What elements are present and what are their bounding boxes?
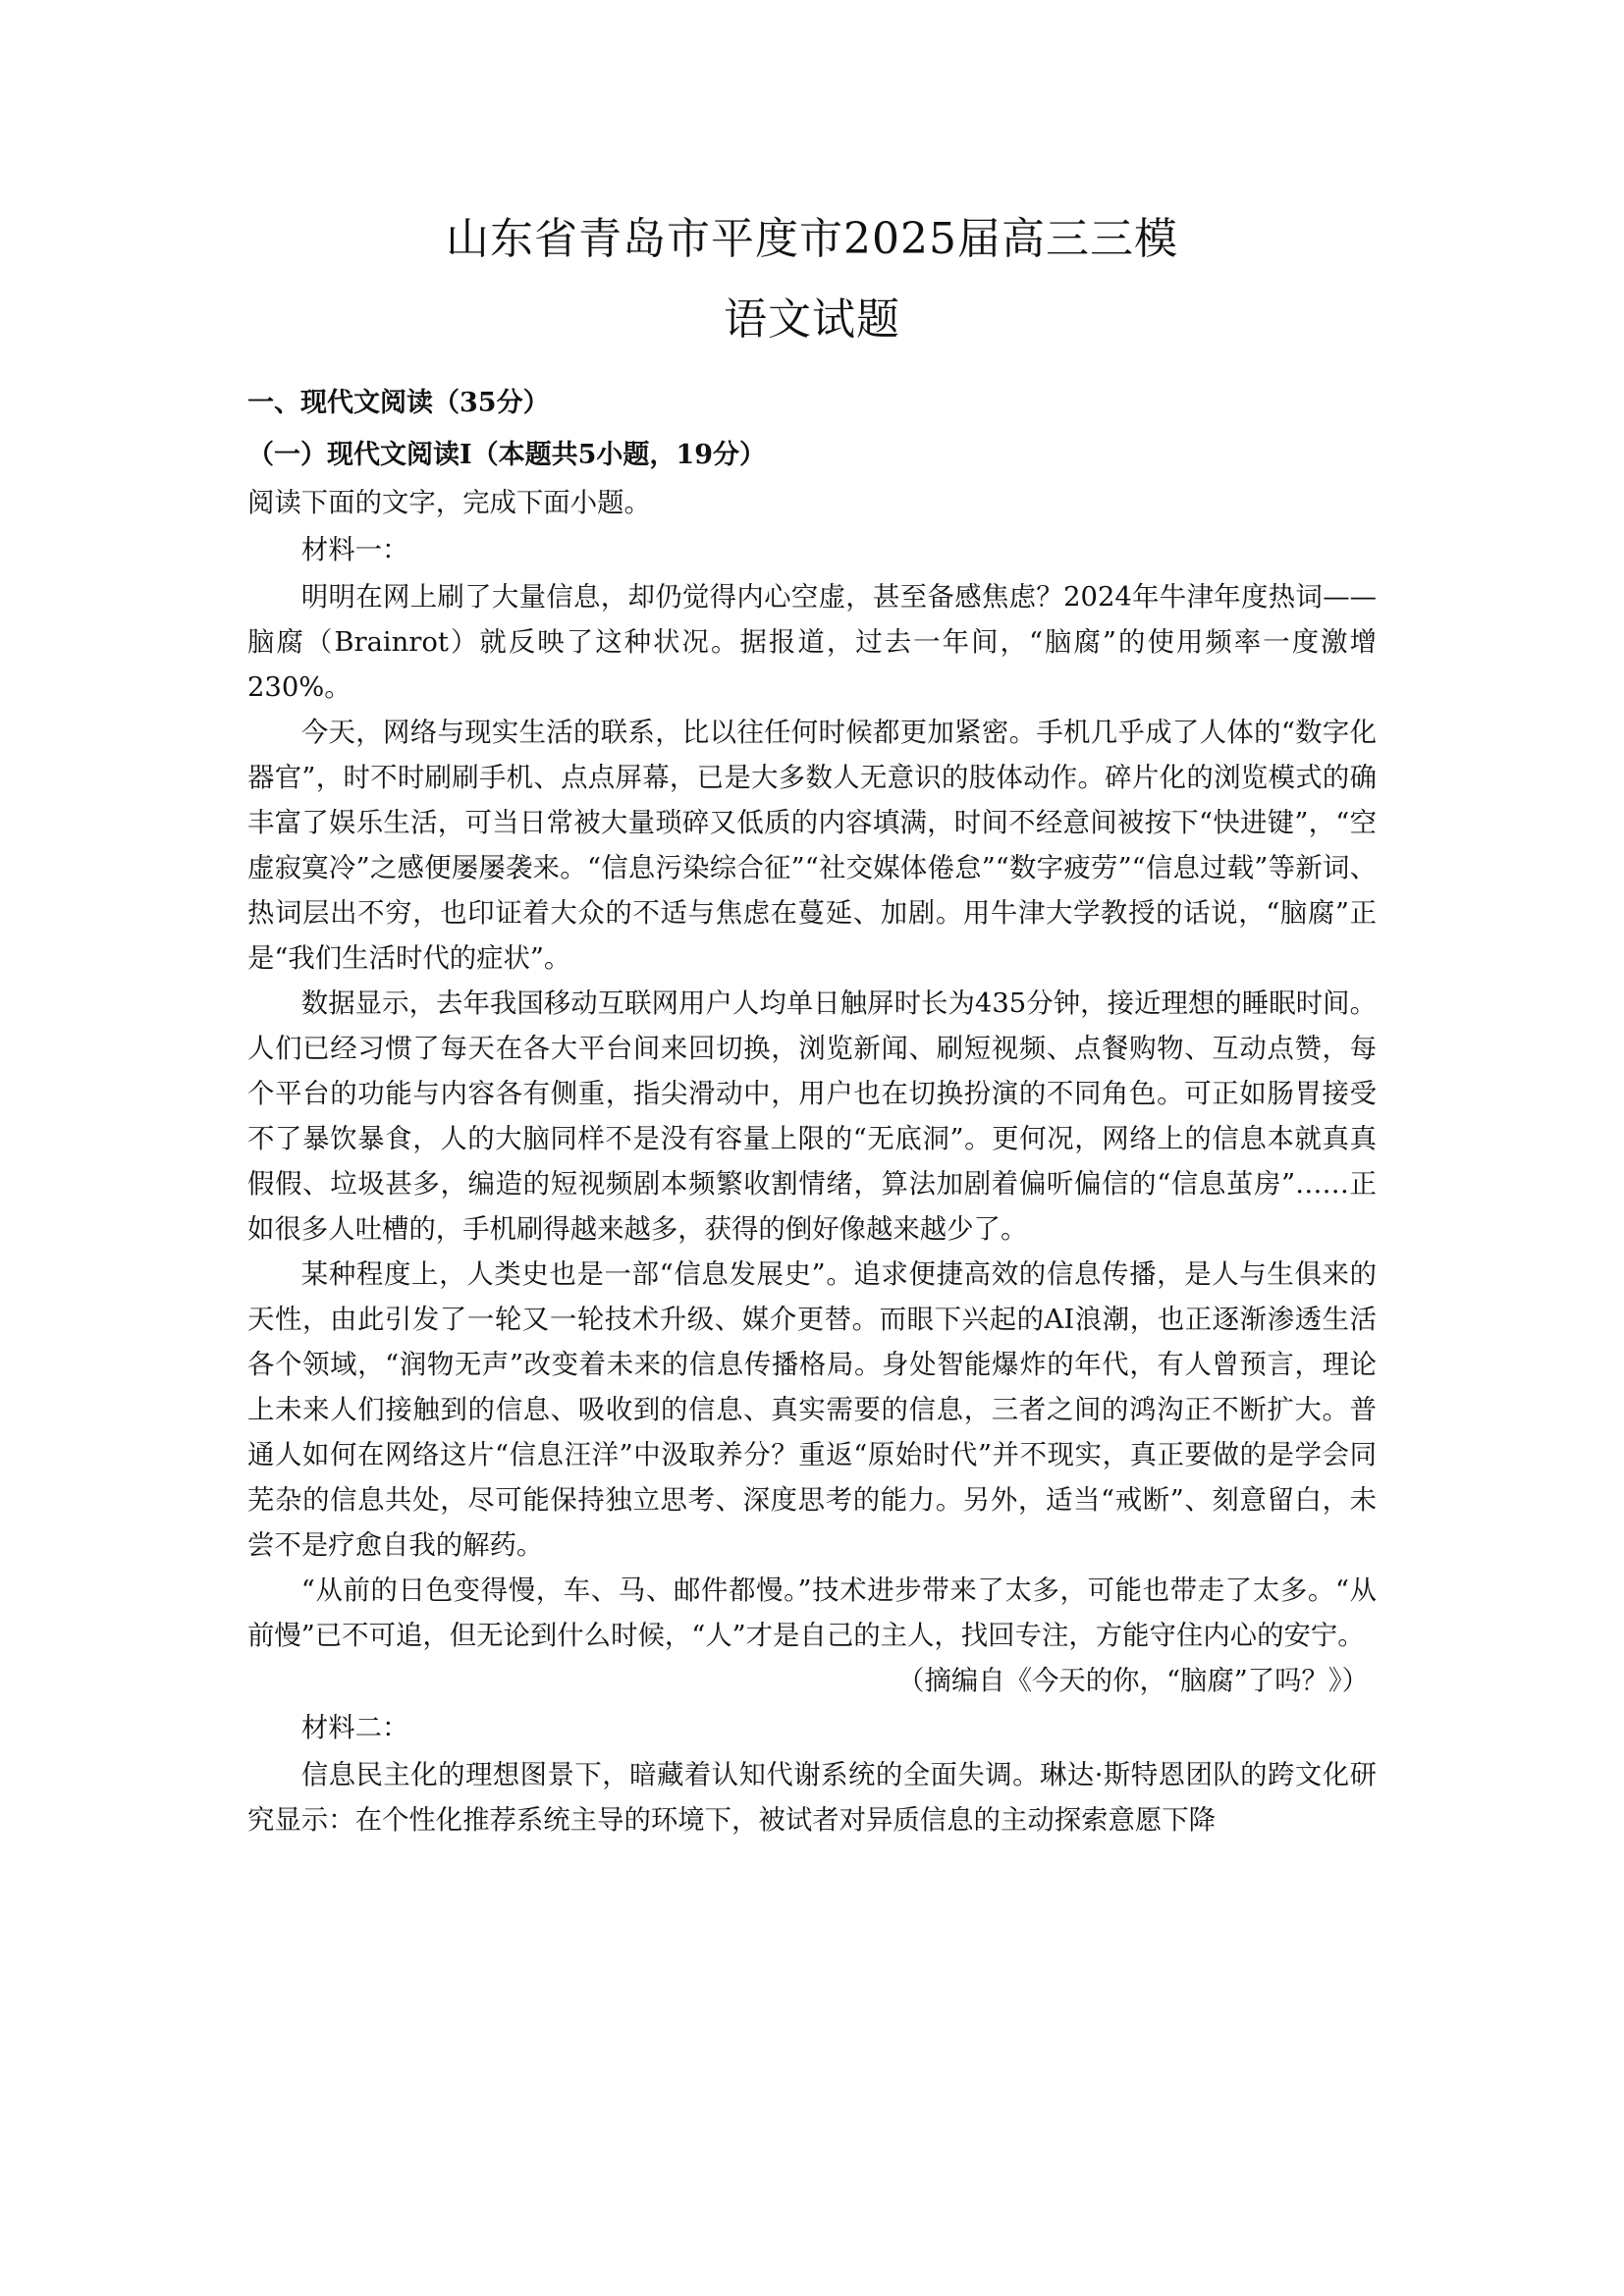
material1-paragraph: “从前的日色变得慢，车、马、邮件都慢。”技术进步带来了太多，可能也带走了太多。“从前慢”已不可追，但无论到什么时候，“人”才是自己的主人，找回专注，方能守住内心的安宁。 xyxy=(247,1575,1377,1651)
section-heading: 一、现代文阅读（35分） xyxy=(247,388,550,418)
material1-paragraph: 数据显示，去年我国移动互联网用户人均单日触屏时长为435分钟，接近理想的睡眠时间。人们已经习惯了每天在各大平台间来回切换，浏览新闻、刷短视频、点餐购物、互动点赞，每个平台的功能与内容各有侧重，指尖滑动中，用户也在切换扮演的不同角色。可正如肠胃接受不了暴饮暴食，人的大脑同样不是没有容量上限的“无底洞”。更何况，网络上的信息本就真真假假、垃圾甚多，编造的短视频剧本频繁收割情绪，算法加剧着偏听偏信的“信息茧房”……正如很多人吐槽的，手机刷得越来越多，获得的倒好像越来越少了。 xyxy=(247,988,1377,1245)
material2-label: 材料二： xyxy=(300,1713,409,1743)
material1-paragraph: 某种程度上，人类史也是一部“信息发展史”。追求便捷高效的信息传播，是人与生俱来的天性，由此引发了一轮又一轮技术升级、媒介更替。而眼下兴起的AI浪潮，也正逐渐渗透生活各个领域，“润物无声”改变着未来的信息传播格局。身处智能爆炸的年代，有人曾预言，理论上未来人们接触到的信息、吸收到的信息、真实需要的信息，三者之间的鸿沟正不断扩大。普通人如何在网络这片“信息汪洋”中汲取养分？重返“原始时代”并不现实，真正要做的是学会同芜杂的信息共处，尽可能保持独立思考、深度思考的能力。另外，适当“戒断”、刻意留白，未尝不是疗愈自我的解药。 xyxy=(247,1259,1377,1561)
reading-instruction: 阅读下面的文字，完成下面小题。 xyxy=(247,488,651,518)
material1-paragraph: 今天，网络与现实生活的联系，比以往任何时候都更加紧密。手机几乎成了人体的“数字化器官”，时不时刷刷手机、点点屏幕，已是大多数人无意识的肢体动作。碎片化的浏览模式的确丰富了娱乐生活，可当日常被大量琐碎又低质的内容填满，时间不经意间被按下“快进键”，“空虚寂寞冷”之感便屡屡袭来。“信息污染综合征”“社交媒体倦怠”“数字疲劳”“信息过载”等新词、热词层出不穷，也印证着大众的不适与焦虑在蔓延、加剧。用牛津大学教授的话说，“脑腐”正是“我们生活时代的症状”。 xyxy=(247,718,1377,974)
material1-source: （摘编自《今天的你，“脑腐”了吗？》） xyxy=(897,1666,1369,1696)
exam-subject: 语文试题 xyxy=(724,294,900,345)
material1-paragraph: 明明在网上刷了大量信息，却仍觉得内心空虚，甚至备感焦虑？2024年牛津年度热词——脑腐（Brainrot）就反映了这种状况。据报道，过去一年间，“脑腐”的使用频率一度激增230%。 xyxy=(247,582,1377,703)
material2-paragraph: 信息民主化的理想图景下，暗藏着认知代谢系统的全面失调。琳达·斯特恩团队的跨文化研究显示：在个性化推荐系统主导的环境下，被试者对异质信息的主动探索意愿下降 xyxy=(247,1760,1377,1836)
section-subheading: （一）现代文阅读Ⅰ（本题共5小题，19分） xyxy=(247,440,766,470)
material1-label: 材料一： xyxy=(300,535,409,565)
exam-title: 山东省青岛市平度市2025届高三三模 xyxy=(446,214,1178,264)
exam-body xyxy=(247,381,1377,1843)
